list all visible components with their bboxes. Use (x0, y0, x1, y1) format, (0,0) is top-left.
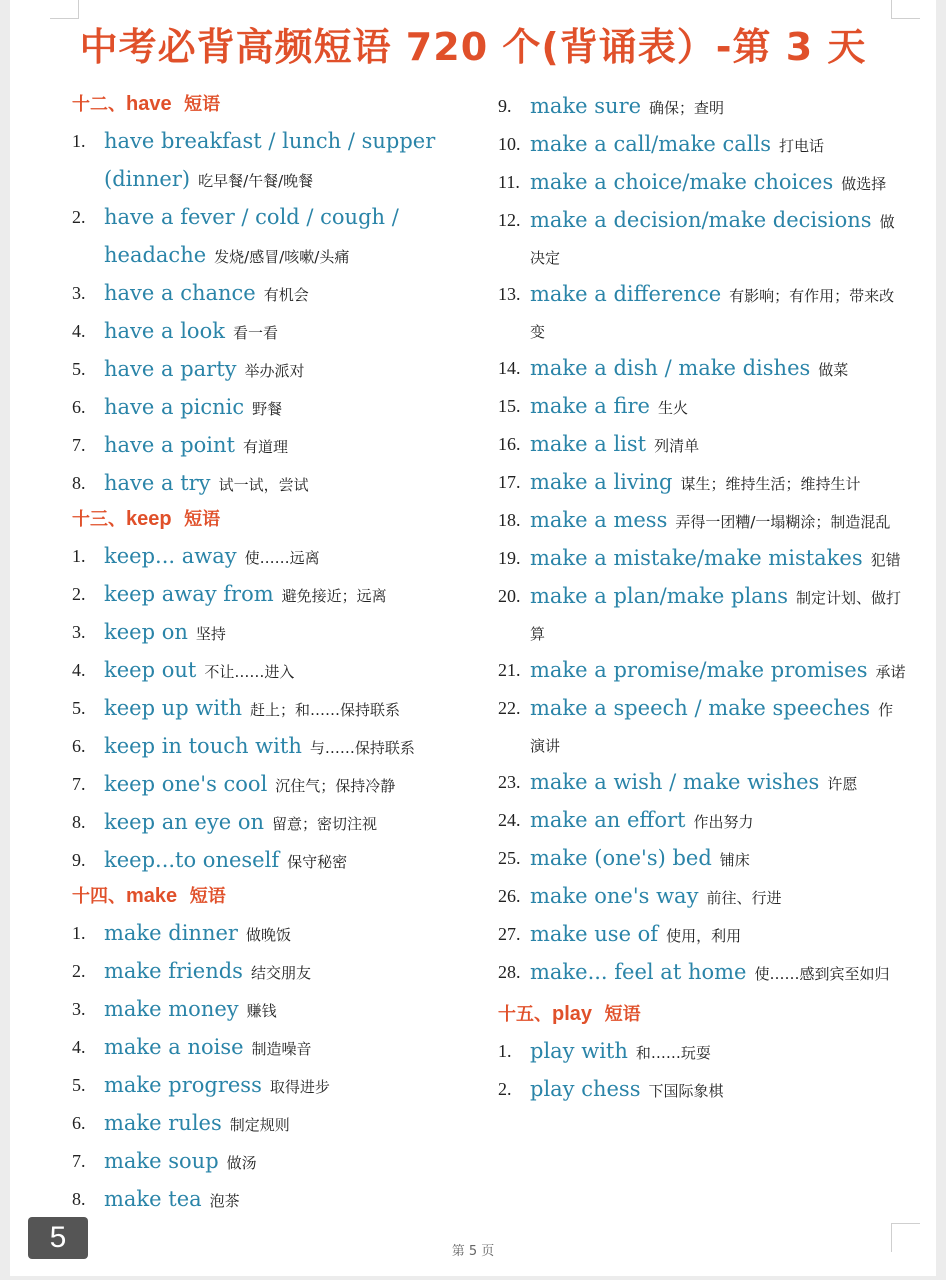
phrase-list-have (72, 123, 482, 503)
phrase-chinese: 生火 (657, 399, 688, 417)
heading-keyword: keep (126, 508, 172, 530)
section-heading-make (72, 884, 482, 909)
item-body (530, 878, 908, 916)
phrase-chinese: 有影响；有作用；带来改变 (530, 287, 895, 341)
phrase-chinese: 制造噪音 (251, 1040, 312, 1058)
item-number: 3. (72, 999, 86, 1019)
item-number: 25. (498, 848, 521, 868)
item-number: 23. (498, 772, 521, 792)
item-body (104, 1181, 482, 1219)
phrase-english: have a look (104, 319, 225, 343)
list-item (72, 1029, 482, 1067)
phrase-chinese: 做选择 (841, 175, 887, 193)
item-number: 8. (72, 812, 86, 832)
phrase-english: keep out (104, 658, 197, 682)
item-number: 26. (498, 886, 521, 906)
phrase-chinese: 泡茶 (209, 1192, 240, 1210)
phrase-chinese: 举办派对 (244, 362, 305, 380)
phrase-english: keep one's cool (104, 772, 268, 796)
list-item (72, 1105, 482, 1143)
item-body (104, 199, 482, 275)
phrase-chinese: 吃早餐/午餐/晚餐 (198, 172, 314, 190)
page-number-label: 第 5 页 (451, 1244, 495, 1259)
item-body (530, 764, 908, 802)
phrase-english: have a picnic (104, 395, 245, 419)
phrase-english: make a difference (530, 282, 722, 306)
item-number: 7. (72, 774, 86, 794)
list-item (72, 804, 482, 842)
phrase-chinese: 确保；查明 (649, 99, 725, 117)
heading-prefix: 十四、 (72, 886, 126, 907)
list-item (498, 954, 908, 992)
item-body (530, 164, 908, 202)
phrase-chinese: 避免接近；远离 (281, 587, 387, 605)
item-number: 12. (498, 210, 521, 230)
list-item (498, 690, 908, 764)
phrase-english: make one's way (530, 884, 699, 908)
item-body (104, 915, 482, 953)
list-item (498, 426, 908, 464)
item-body (104, 1105, 482, 1143)
phrase-chinese: 列清单 (654, 437, 700, 455)
phrase-chinese: 有机会 (263, 286, 309, 304)
phrase-chinese: 坚持 (195, 625, 226, 643)
list-item (498, 802, 908, 840)
item-body (530, 426, 908, 464)
item-number: 2. (72, 961, 86, 981)
phrase-chinese: 使用，利用 (666, 927, 742, 945)
phrase-chinese: 作出努力 (693, 813, 754, 831)
right-column (498, 88, 908, 1109)
item-number: 11. (498, 172, 520, 192)
phrase-chinese: 铺床 (719, 851, 750, 869)
phrase-chinese: 不让……进入 (204, 663, 295, 681)
phrase-chinese: 下国际象棋 (648, 1082, 724, 1100)
item-body (104, 538, 482, 576)
item-body (530, 88, 908, 126)
item-number: 5. (72, 359, 86, 379)
list-item (498, 878, 908, 916)
phrase-chinese: 野餐 (252, 400, 283, 418)
phrase-english: have a chance (104, 281, 256, 305)
phrase-chinese: 和……玩耍 (635, 1044, 711, 1062)
item-number: 17. (498, 472, 521, 492)
item-body (530, 464, 908, 502)
list-item (72, 123, 482, 199)
phrase-chinese: 发烧/感冒/咳嗽/头痛 (214, 248, 350, 266)
item-number: 10. (498, 134, 521, 154)
list-item (72, 1143, 482, 1181)
phrase-english: make a plan/make plans (530, 584, 788, 608)
heading-suffix: 短语 (184, 509, 221, 530)
list-item (498, 652, 908, 690)
heading-suffix: 短语 (604, 1004, 641, 1025)
heading-suffix: 短语 (184, 94, 221, 115)
heading-keyword: play (552, 1003, 593, 1025)
item-body (104, 991, 482, 1029)
phrase-english: make a mistake/make mistakes (530, 546, 863, 570)
phrase-english: make a living (530, 470, 673, 494)
list-item (72, 1181, 482, 1219)
phrase-english: make a speech / make speeches (530, 696, 871, 720)
item-body (104, 313, 482, 351)
item-body (104, 1067, 482, 1105)
document-page (10, 0, 936, 1276)
item-body (104, 123, 482, 199)
list-item (498, 164, 908, 202)
item-number: 1. (72, 131, 86, 151)
list-item (498, 540, 908, 578)
phrase-chinese: 许愿 (827, 775, 858, 793)
item-number: 9. (498, 96, 512, 116)
phrase-chinese: 试一试，尝试 (218, 476, 309, 494)
list-item (72, 313, 482, 351)
item-body (104, 275, 482, 313)
heading-prefix: 十三、 (72, 509, 126, 530)
section-heading-play (498, 1002, 908, 1027)
phrase-english: have breakfast / lunch / supper (dinner) (104, 129, 436, 191)
item-number: 1. (72, 546, 86, 566)
phrase-english: make a noise (104, 1035, 244, 1059)
phrase-english: make progress (104, 1073, 262, 1097)
phrase-english: have a fever / cold / cough / headache (104, 205, 399, 267)
item-body (530, 954, 908, 992)
phrase-english: have a try (104, 471, 211, 495)
item-number: 15. (498, 396, 521, 416)
list-item (498, 388, 908, 426)
phrase-english: keep on (104, 620, 188, 644)
item-body (530, 840, 908, 878)
item-number: 14. (498, 358, 521, 378)
phrase-chinese: 结交朋友 (250, 964, 311, 982)
phrase-chinese: 使……感到宾至如归 (754, 965, 890, 983)
item-number: 9. (72, 850, 86, 870)
phrase-english: make dinner (104, 921, 238, 945)
list-item (498, 88, 908, 126)
item-body (104, 1029, 482, 1067)
list-item (72, 915, 482, 953)
phrase-chinese: 做汤 (226, 1154, 257, 1172)
item-body (104, 465, 482, 503)
item-body (104, 842, 482, 880)
heading-keyword: make (126, 885, 178, 907)
phrase-english: keep...to oneself (104, 848, 280, 872)
list-item (72, 991, 482, 1029)
phrase-chinese: 赚钱 (246, 1002, 277, 1020)
list-item (498, 840, 908, 878)
phrase-chinese: 打电话 (779, 137, 825, 155)
phrase-chinese: 与……保持联系 (309, 739, 415, 757)
item-body (530, 540, 908, 578)
item-body (104, 351, 482, 389)
list-item (498, 276, 908, 350)
phrase-english: make a dish / make dishes (530, 356, 811, 380)
phrase-english: play chess (530, 1077, 641, 1101)
phrase-english: keep in touch with (104, 734, 302, 758)
phrase-chinese: 有道理 (242, 438, 288, 456)
phrase-english: make sure (530, 94, 642, 118)
phrase-chinese: 犯错 (870, 551, 901, 569)
list-item (72, 465, 482, 503)
item-number: 13. (498, 284, 521, 304)
phrase-english: make friends (104, 959, 243, 983)
phrase-chinese: 制定计划、做打算 (530, 589, 901, 643)
section-heading-have (72, 92, 482, 117)
item-number: 6. (72, 1113, 86, 1133)
item-number: 19. (498, 548, 521, 568)
list-item (498, 202, 908, 276)
item-number: 4. (72, 660, 86, 680)
item-number: 22. (498, 698, 521, 718)
item-number: 2. (72, 207, 86, 227)
heading-keyword: have (126, 93, 172, 115)
list-item (72, 199, 482, 275)
item-body (104, 652, 482, 690)
list-item (72, 953, 482, 991)
heading-suffix: 短语 (189, 886, 226, 907)
item-body (530, 916, 908, 954)
item-number: 1. (498, 1041, 512, 1061)
item-number: 18. (498, 510, 521, 530)
item-body (104, 427, 482, 465)
phrase-english: make a decision/make decisions (530, 208, 872, 232)
item-number: 27. (498, 924, 521, 944)
item-number: 3. (72, 283, 86, 303)
item-body (104, 1143, 482, 1181)
item-number: 24. (498, 810, 521, 830)
phrase-list-keep (72, 538, 482, 880)
item-number: 4. (72, 1037, 86, 1057)
phrase-english: make a wish / make wishes (530, 770, 820, 794)
list-item (72, 652, 482, 690)
phrase-chinese: 赶上；和……保持联系 (250, 701, 401, 719)
phrase-chinese: 沉住气；保持冷静 (275, 777, 396, 795)
list-item (72, 576, 482, 614)
section-heading-keep (72, 507, 482, 532)
page-title: 中考必背高频短语 720 个(背诵表）-第 3 天 (79, 25, 867, 69)
page-badge[interactable]: 5 (28, 1217, 88, 1259)
item-body (530, 1071, 908, 1109)
item-number: 21. (498, 660, 521, 680)
phrase-english: make money (104, 997, 239, 1021)
item-body (104, 690, 482, 728)
item-body (530, 1033, 908, 1071)
phrase-english: make a fire (530, 394, 650, 418)
item-body (530, 652, 908, 690)
phrase-chinese: 承诺 (875, 663, 906, 681)
phrase-english: keep... away (104, 544, 237, 568)
phrase-english: make use of (530, 922, 659, 946)
list-item (72, 538, 482, 576)
item-number: 5. (72, 1075, 86, 1095)
phrase-chinese: 作演讲 (530, 701, 894, 755)
item-body (530, 578, 908, 652)
phrase-english: make soup (104, 1149, 219, 1173)
phrase-chinese: 看一看 (232, 324, 278, 342)
list-item (498, 126, 908, 164)
item-body (530, 126, 908, 164)
item-number: 16. (498, 434, 521, 454)
phrase-english: make a promise/make promises (530, 658, 868, 682)
item-number: 6. (72, 736, 86, 756)
phrase-chinese: 留意；密切注视 (271, 815, 377, 833)
list-item (72, 728, 482, 766)
item-body (104, 766, 482, 804)
item-body (104, 389, 482, 427)
item-body (104, 614, 482, 652)
item-body (104, 576, 482, 614)
phrase-chinese: 做菜 (818, 361, 849, 379)
item-body (530, 802, 908, 840)
phrase-english: make rules (104, 1111, 222, 1135)
phrase-chinese: 使……远离 (244, 549, 320, 567)
list-item (498, 350, 908, 388)
phrase-chinese: 取得进步 (269, 1078, 330, 1096)
heading-prefix: 十二、 (72, 94, 126, 115)
item-number: 7. (72, 1151, 86, 1171)
list-item (72, 842, 482, 880)
list-item (72, 351, 482, 389)
item-number: 20. (498, 586, 521, 606)
list-item (498, 502, 908, 540)
phrase-english: make a call/make calls (530, 132, 771, 156)
list-item (72, 427, 482, 465)
list-item (72, 1067, 482, 1105)
phrase-english: make tea (104, 1187, 202, 1211)
item-number: 8. (72, 473, 86, 493)
item-body (530, 690, 908, 764)
item-number: 3. (72, 622, 86, 642)
phrase-chinese: 制定规则 (229, 1116, 290, 1134)
item-body (530, 502, 908, 540)
item-number: 7. (72, 435, 86, 455)
phrase-english: have a point (104, 433, 235, 457)
item-number: 8. (72, 1189, 86, 1209)
phrase-chinese: 保守秘密 (287, 853, 348, 871)
left-column (72, 88, 482, 1219)
item-body (104, 953, 482, 991)
item-body (530, 276, 908, 350)
phrase-list-make-part2 (498, 88, 908, 992)
phrase-english: make (one's) bed (530, 846, 712, 870)
phrase-english: have a party (104, 357, 237, 381)
phrase-english: make a mess (530, 508, 668, 532)
list-item (498, 578, 908, 652)
phrase-list-play (498, 1033, 908, 1109)
item-number: 28. (498, 962, 521, 982)
item-body (530, 202, 908, 276)
item-number: 6. (72, 397, 86, 417)
item-body (104, 804, 482, 842)
item-number: 5. (72, 698, 86, 718)
phrase-chinese: 做决定 (530, 213, 895, 267)
list-item (498, 1033, 908, 1071)
phrase-english: make... feel at home (530, 960, 747, 984)
list-item (72, 690, 482, 728)
phrase-english: make a choice/make choices (530, 170, 834, 194)
list-item (72, 275, 482, 313)
list-item (498, 1071, 908, 1109)
item-number: 2. (72, 584, 86, 604)
phrase-chinese: 做晚饭 (245, 926, 291, 944)
phrase-english: keep away from (104, 582, 274, 606)
phrase-chinese: 前往、行进 (706, 889, 782, 907)
item-number: 4. (72, 321, 86, 341)
item-number: 2. (498, 1079, 512, 1099)
phrase-chinese: 弄得一团糟/一塌糊涂；制造混乱 (675, 513, 891, 531)
phrase-english: make an effort (530, 808, 686, 832)
phrase-chinese: 谋生；维持生活；维持生计 (680, 475, 861, 493)
list-item (72, 614, 482, 652)
phrase-english: make a list (530, 432, 647, 456)
list-item (498, 916, 908, 954)
item-body (104, 728, 482, 766)
item-body (530, 388, 908, 426)
item-number: 1. (72, 923, 86, 943)
phrase-english: keep up with (104, 696, 242, 720)
list-item (498, 464, 908, 502)
phrase-english: keep an eye on (104, 810, 264, 834)
list-item (72, 389, 482, 427)
heading-prefix: 十五、 (498, 1004, 552, 1025)
phrase-english: play with (530, 1039, 628, 1063)
phrase-list-make-part1 (72, 915, 482, 1219)
item-body (530, 350, 908, 388)
list-item (72, 766, 482, 804)
list-item (498, 764, 908, 802)
